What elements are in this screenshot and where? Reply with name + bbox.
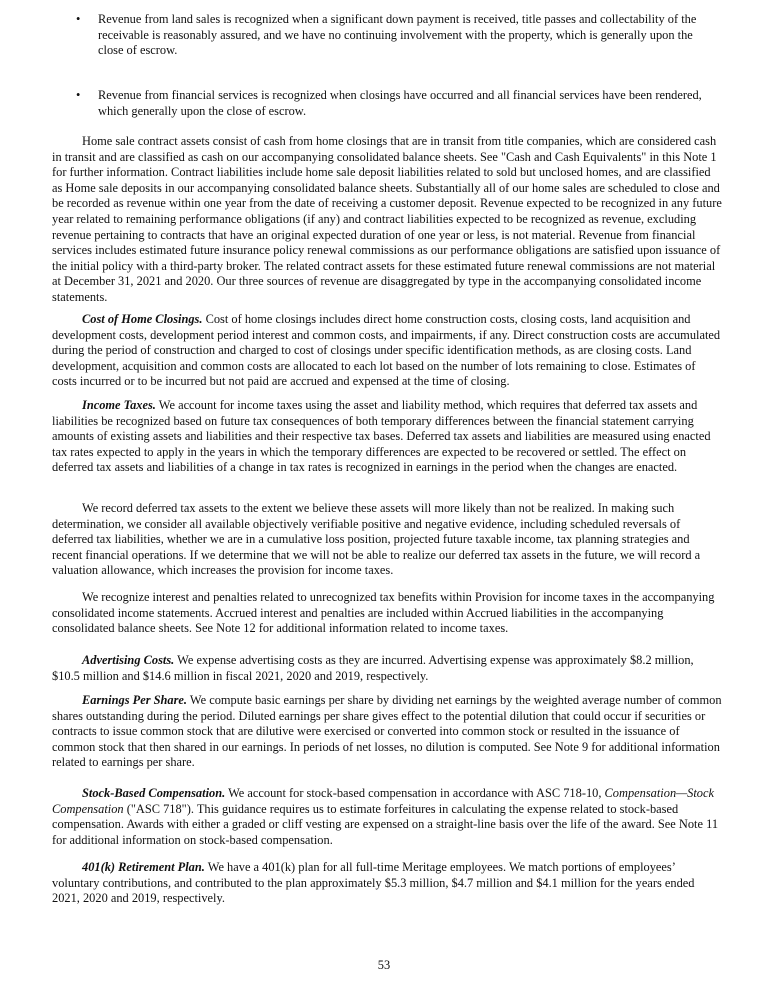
paragraph-text: ("ASC 718"). This guidance requires us to estimate forfeitures in calculating the expense related to stock-based compensation. Awards with either a graded or cliff vesting are expensed on a straight-line basis over the life of the award. See Note 11 for additional information on stock-based compensation. (52, 801, 719, 847)
page-number: 53 (377, 958, 391, 972)
paragraph-text: We account for income taxes using the asset and liability method, which requires that deferred tax assets and liabilities be recognized based on future tax consequences of both temporary differences between the financial statement carrying amounts of existing assets and liabilities and their respective tax bases. Deferred tax assets and liabilities are measured using enacted tax rates expected to apply in the years in which the temporary differences are expected to be recovered or settled. The effect on deferred tax assets and liabilities of a change in tax rates is recognized in earnings in the period when the changes are enacted. (52, 398, 711, 475)
paragraph-text: We compute basic earnings per share by dividing net earnings by the weighted average number of common shares outstanding during the period. Diluted earnings per share gives effect to the potential dilution that could occur if securities or contracts to issue common stock that are dilutive were exercised or converted into common stock or resulted in the issuance of common stock that then shared in our earnings. In periods of net losses, no dilution is computed. See Note 9 for additional information related to earnings per share. (52, 693, 722, 770)
bullet-icon: • (76, 12, 81, 26)
paragraph-interest-penalties: We recognize interest and penalties related to unrecognized tax benefits within Provision for income taxes in the accompanying consolidated income statements. Accrued interest and penalties are included within Accrued liabilities in the accompanying consolidated balance sheets. See Note 12 for additional information related to income taxes. (52, 590, 715, 636)
paragraph-text: We have a 401(k) plan for all full-time Meritage employees. We match portions of employees’ voluntary contributions, and contributed to the plan approximately $5.3 million, $4.7 million and $4.1 million for the years ended 2021, 2020 and 2019, respectively. (52, 860, 695, 906)
paragraph-text: We account for stock-based compensation in accordance with ASC 718-10, (225, 786, 605, 800)
paragraph-text: Cost of home closings includes direct home construction costs, closing costs, land acquisition and development costs, development period interest and common costs, and impairments, if any. Direct construction costs are accumulated during the period of construction and charged to cost of closings under specific identification methods, as are closing costs. Land development, acquisition and common costs are allocated to each lot based on the number of lots remaining to close. Estimates of costs incurred or to be incurred but not paid are accrued and expensed at the time of closing. (52, 312, 721, 389)
section-heading: Earnings Per Share. (82, 693, 188, 707)
paragraph-income-taxes (52, 398, 722, 476)
paragraph-retirement (52, 860, 722, 907)
paragraph-contract-assets: Home sale contract assets consist of cash from home closings that are in transit from title companies, which are considered cash in transit and are classified as cash on our accompanying consolidated balance sheets. See "Cash and Cash Equivalents" in this Note 1 for further information. Contract liabilities include home sale deposit liabilities related to sold but unclosed homes, and are classified as Home sale deposits in our accompanying consolidated balance sheets. Substantially all of our home sales are scheduled to close and be recorded as revenue within one year from the date of receiving a customer deposit. Revenue expected to be recognized in any future year related to remaining performance obligations (if any) and contract liabilities expected to be recognized as revenue, excluding revenue pertaining to contracts that have an original expected duration of one year or less, is not material. Revenue from financial services includes estimated future insurance policy renewal commissions as our performance obligations are satisfied upon issuance of the initial policy with a third-party broker. The related contract assets for these estimated future renewal commissions are not material at December 31, 2021 and 2020. Our three sources of revenue are disaggregated by type in the accompanying consolidated income statements. (52, 134, 722, 304)
section-heading: Cost of Home Closings. (82, 312, 203, 326)
bullet-land-sales: Revenue from land sales is recognized when a significant down payment is received, title passes and collectability of the receivable is reasonably assured, and we have no continuing involvement with the property, which is generally upon the close of escrow. (98, 12, 697, 58)
paragraph-advertising (52, 653, 722, 684)
standard-title: Compensation—Stock Compensation (52, 786, 714, 816)
section-heading: Stock-Based Compensation. (82, 786, 226, 800)
section-heading: Advertising Costs. (82, 653, 175, 667)
paragraph-text: We expense advertising costs as they are incurred. Advertising expense was approximately $8.2 million, $10.5 million and $14.6 million in fiscal 2021, 2020 and 2019, respectively. (52, 653, 694, 683)
bullet-financial-services: Revenue from financial services is recognized when closings have occurred and all financial services have been rendered, which generally upon the close of escrow. (98, 88, 702, 118)
paragraph-cost-of-closings (52, 312, 722, 390)
paragraph-eps (52, 693, 722, 771)
section-heading: 401(k) Retirement Plan. (82, 860, 205, 874)
bullet-icon: • (76, 88, 81, 102)
paragraph-stock-comp (52, 786, 722, 848)
paragraph-deferred-tax: We record deferred tax assets to the extent we believe these assets will more likely than not be realized. In making such determination, we consider all available objectively verifiable positive and negative evidence, including scheduled reversals of deferred tax liabilities, whether we are in a cumulative loss position, projected future taxable income, tax planning strategies and recent financial operations. If we determine that we will not be able to realize our deferred tax assets in the future, we will record a valuation allowance, which increases the provision for income taxes. (52, 501, 701, 578)
section-heading: Income Taxes. (82, 398, 156, 412)
